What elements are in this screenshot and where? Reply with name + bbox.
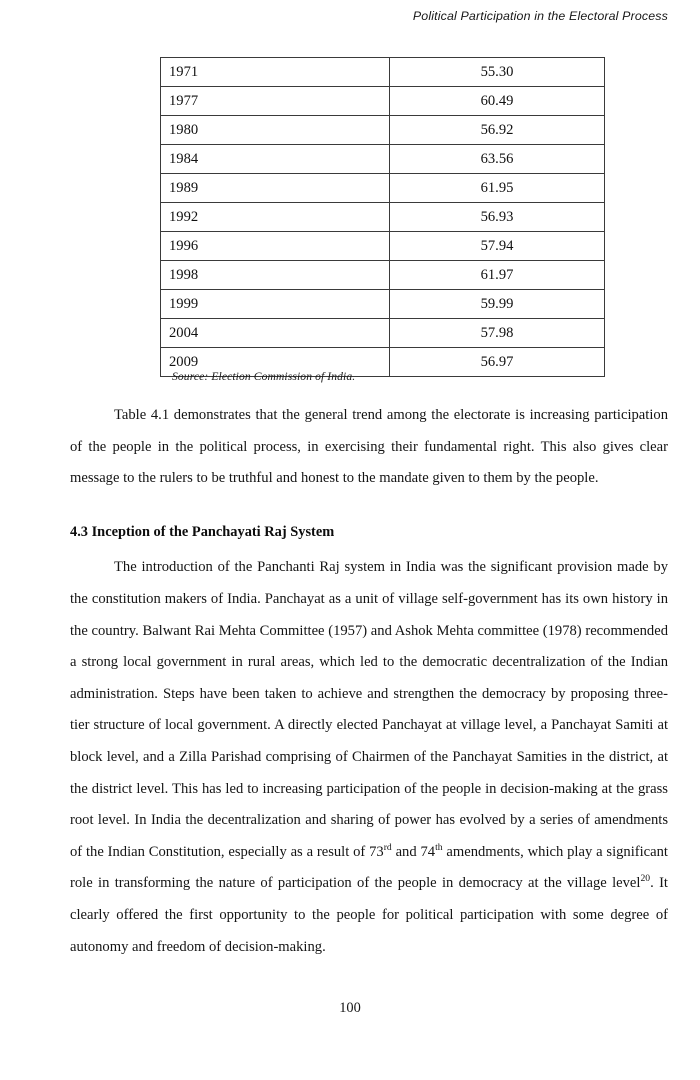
turnout-table-body [161, 58, 605, 377]
table-cell-value: 56.92 [390, 116, 605, 145]
table-row [161, 174, 605, 203]
table-row [161, 87, 605, 116]
ordinal-suffix-74: th [435, 841, 443, 853]
table-cell-value: 57.94 [390, 232, 605, 261]
paragraph-text-segment: and 74 [391, 843, 436, 860]
table-cell-year: 1989 [161, 174, 390, 203]
page-number: 100 [339, 1000, 361, 1016]
running-header: Political Participation in the Electoral Process [412, 9, 668, 23]
table-cell-year: 1984 [161, 145, 390, 174]
paragraph-text-segment: The introduction of the Panchanti Raj system in India was the significant provision made by the constitution makers of India. Panchayat as a unit of village self-government has its own history in the country. Balwant Rai Mehta Committee (1957) and Ashok Mehta committee (1978) recommended a strong local government in rural areas, which led to the democratic decentralization of the Indian administration. Steps have been taken to achieve and strengthen the democracy by proposing three-tier structure of local government. A directly elected Panchayat at village level, a Panchayat Samiti at block level, and a Zilla Parishad comprising of Chairmen of the Panchayat Samities in the district, at the district level. This has led to increasing participation of the people in decision-making at the grass root level. In India the decentralization and sharing of power has evolved by a series of amendments of the Indian Constitution, especially as a result of 73 [70, 559, 668, 860]
table-cell-value: 57.98 [390, 319, 605, 348]
table-row [161, 145, 605, 174]
table-cell-value: 61.97 [390, 261, 605, 290]
table-cell-value: 56.93 [390, 203, 605, 232]
table-cell-value: 59.99 [390, 290, 605, 319]
turnout-table-container [160, 57, 605, 377]
paragraph-text-segment: . It clearly offered the first opportunity to the people for political participation with some degree of autonomy and freedom of decision-making. [70, 875, 668, 955]
table-cell-value: 61.95 [390, 174, 605, 203]
table-row [161, 290, 605, 319]
table-cell-value: 56.97 [390, 348, 605, 377]
section-heading-4-3: 4.3 Inception of the Panchayati Raj System [70, 523, 335, 540]
table-row [161, 261, 605, 290]
footnote-marker-20: 20 [640, 873, 651, 885]
table-cell-value: 60.49 [390, 87, 605, 116]
spacer [70, 495, 668, 517]
table-source-note: Source: Election Commission of India. [172, 370, 356, 383]
table-cell-year: 2004 [161, 319, 390, 348]
table-cell-year: 1977 [161, 87, 390, 116]
table-row [161, 232, 605, 261]
paragraph-table-commentary: Table 4.1 demonstrates that the general trend among the electorate is increasing participation of the people in the political process, in exercising their fundamental right. This also gives clear message to the rulers to be truthful and honest to the mandate given to them by the people. [70, 407, 668, 487]
table-cell-year: 1980 [161, 116, 390, 145]
table-row [161, 319, 605, 348]
ordinal-suffix-73: rd [383, 841, 392, 853]
paragraph-text-segment: amendments, which play a significant role in transforming the nature of participation of the people in democracy at the village level [70, 843, 668, 892]
table-cell-year: 1998 [161, 261, 390, 290]
table-cell-year: 2009 [161, 348, 390, 377]
table-cell-year: 1992 [161, 203, 390, 232]
table-row [161, 58, 605, 87]
paragraph-panchayati-raj [70, 552, 668, 963]
turnout-table [160, 57, 605, 377]
table-cell-value: 55.30 [390, 58, 605, 87]
table-row [161, 203, 605, 232]
table-row [161, 116, 605, 145]
table-cell-year: 1999 [161, 290, 390, 319]
table-cell-year: 1996 [161, 232, 390, 261]
table-cell-year: 1971 [161, 58, 390, 87]
body-text-area [70, 400, 668, 963]
table-cell-value: 63.56 [390, 145, 605, 174]
